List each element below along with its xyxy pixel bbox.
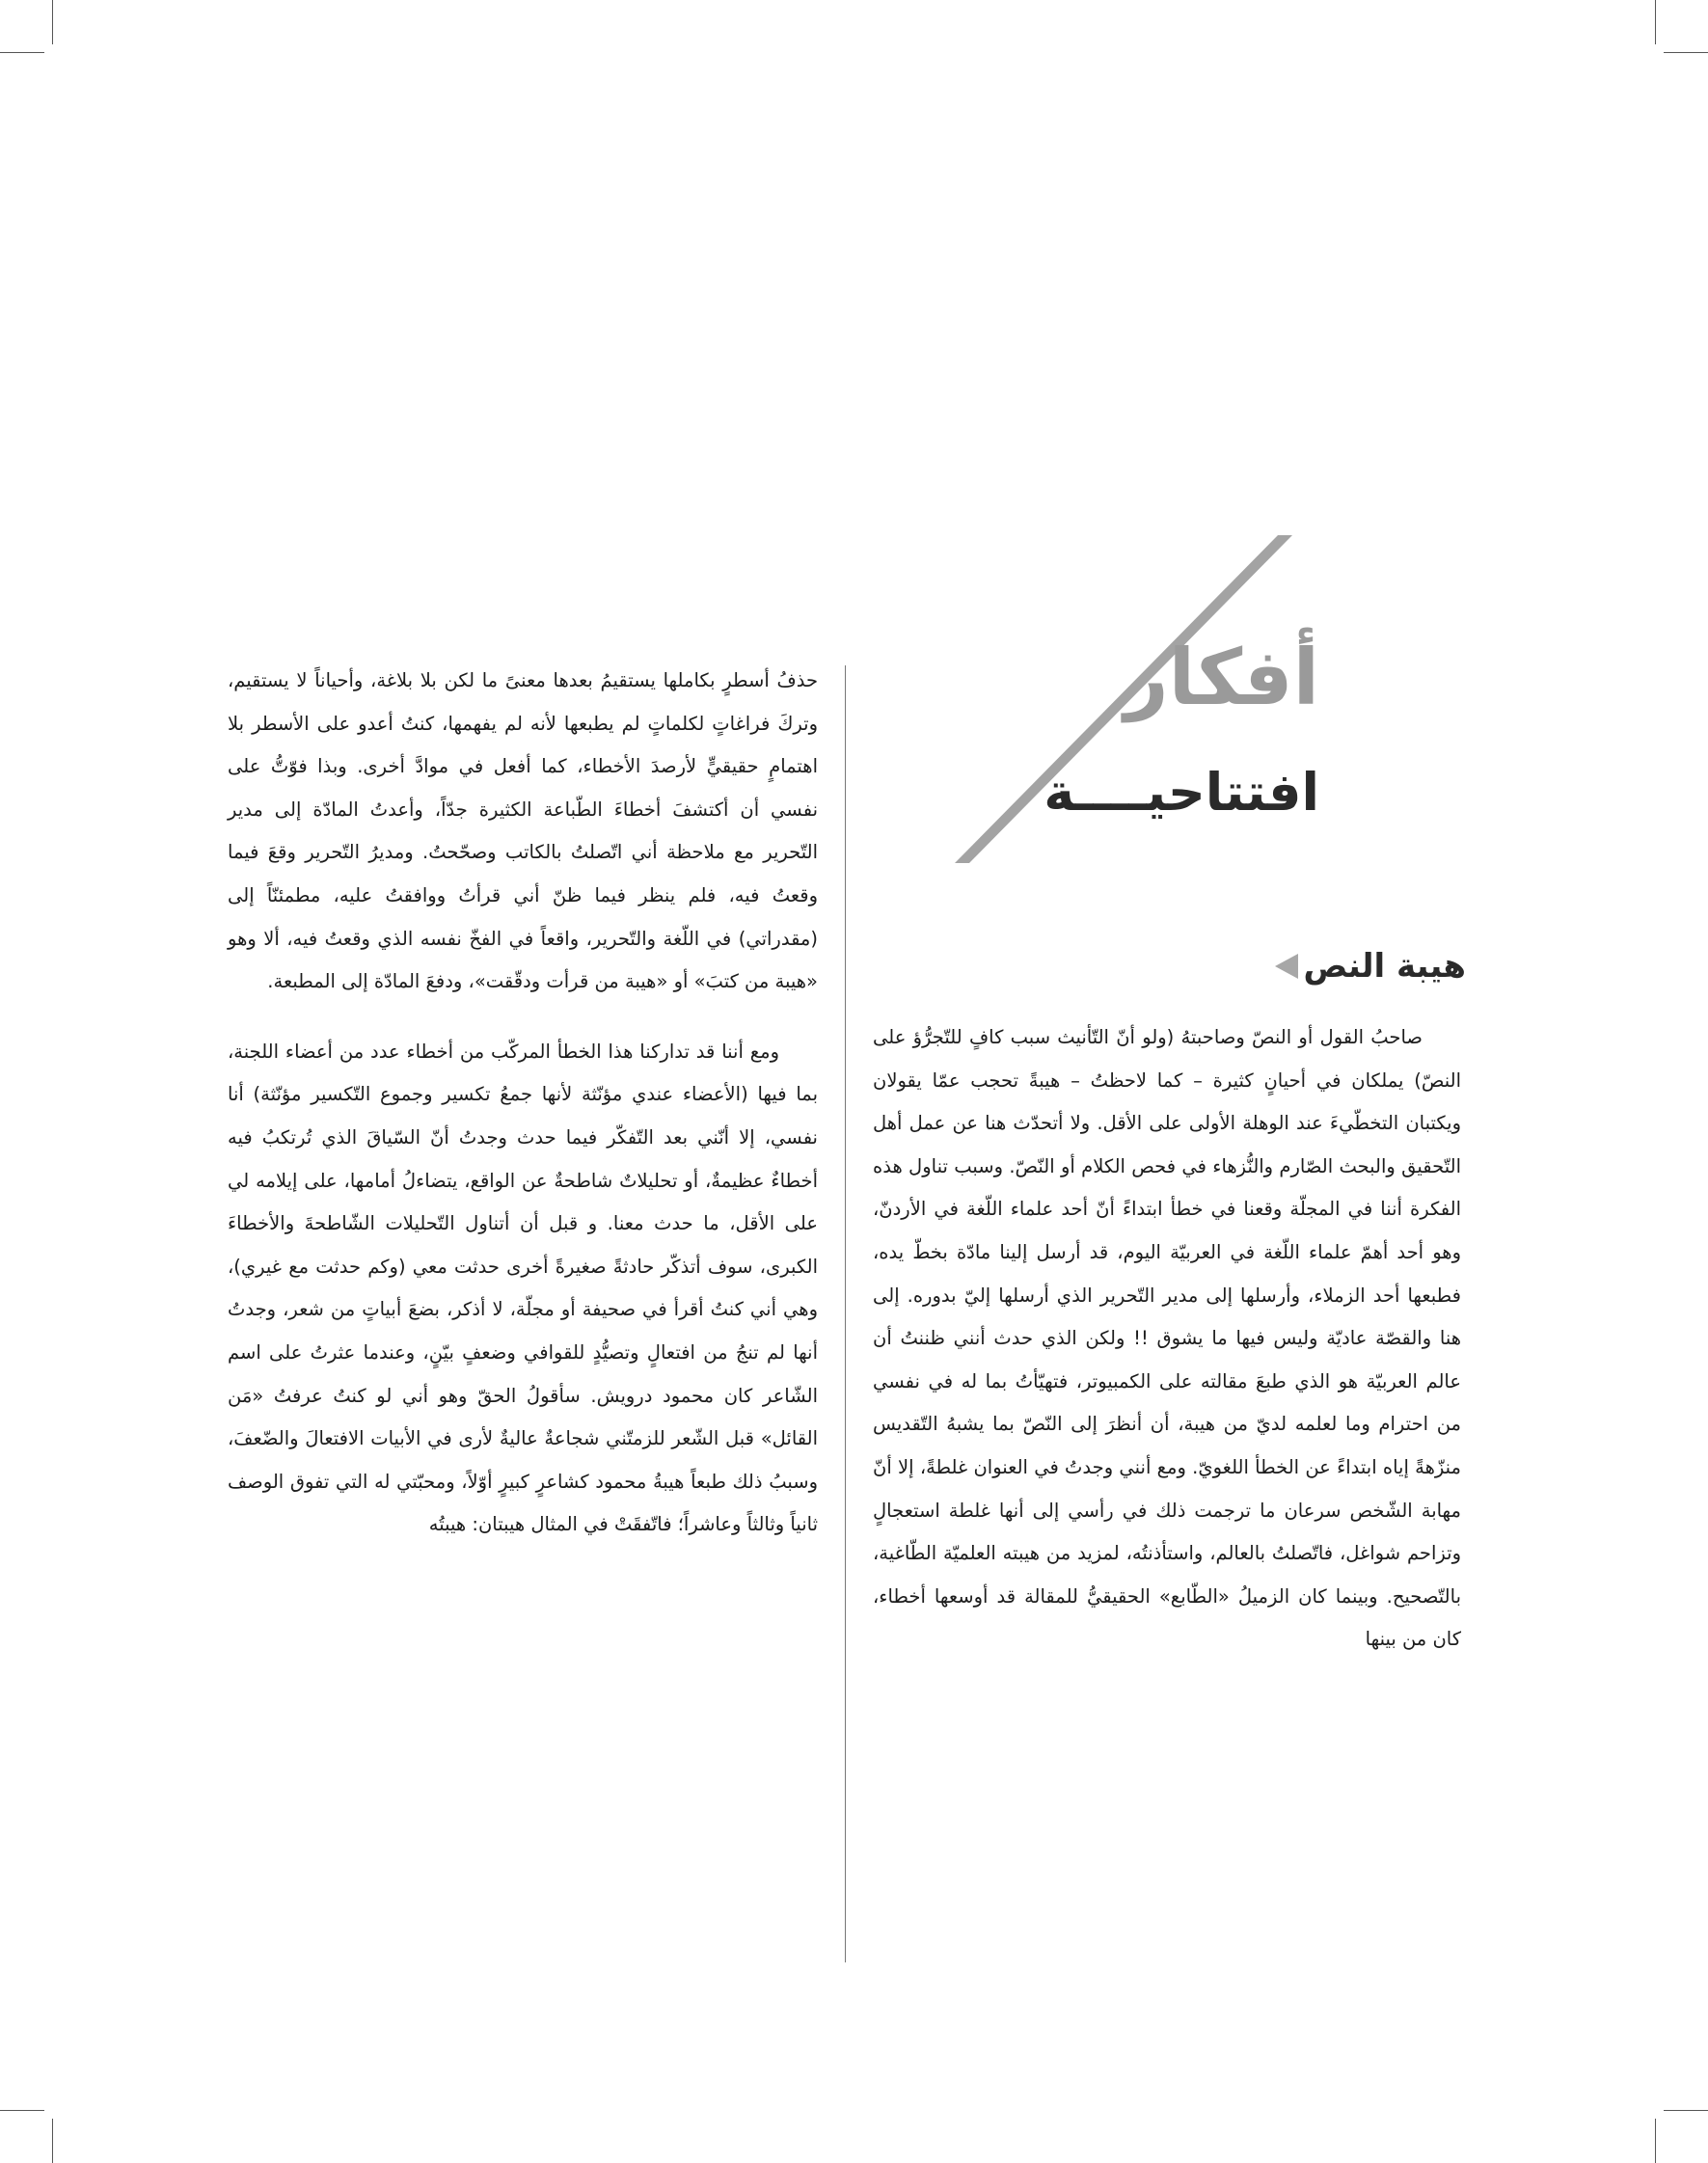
right-column bbox=[873, 1016, 1461, 1662]
crop-mark-top-left-h bbox=[0, 52, 44, 53]
section-heading bbox=[964, 947, 1466, 999]
masthead-title: أفكار bbox=[1124, 633, 1319, 722]
section-heading-text: هيبة النص bbox=[1303, 947, 1466, 986]
crop-mark-bottom-left-h bbox=[0, 2110, 44, 2111]
column-divider bbox=[845, 665, 846, 1962]
triangle-marker-icon bbox=[1275, 954, 1298, 979]
crop-mark-bottom-left-v bbox=[52, 2119, 53, 2163]
crop-mark-top-right-h bbox=[1664, 52, 1708, 53]
left-column bbox=[228, 660, 818, 1547]
crop-mark-top-left-v bbox=[52, 0, 53, 44]
crop-mark-bottom-right-v bbox=[1655, 2119, 1656, 2163]
crop-mark-top-right-v bbox=[1655, 0, 1656, 44]
left-paragraph-2: ومع أننا قد تداركنا هذا الخطأ المركّب من أخطاء عدد من أعضاء اللجنة، بما فيها (الأعضاء عندي مؤنّثة لأنها جمعُ تكسير وجموع التّكسير مؤنّثة) أنا نفسي، إلا أنّني بعد التّفكّر فيما حدث وجدتُ أنّ السّياقَ الذي تُرتكبُ فيه أخطاءٌ عظيمةٌ، أو تحليلاتٌ شاطحةٌ عن الواقع، يتضاءلُ أمامها، على إيلامه لي على الأقل، ما حدث معنا. و قبل أن أتناول التّحليلات الشّاطحةَ والأخطاءَ الكبرى، سوف أتذكّر حادثةً صغيرةً أخرى حدثت معي (وكم حدثت مع غيري)، وهي أني كنتُ أقرأ في صحيفة أو مجلّة، لا أذكر، بضعَ أبياتٍ من شعر، وجدتُ أنها لم تنجُ من افتعالٍ وتصيُّدٍ للقوافي وضعفٍ بيّنٍ، وعندما عثرتُ على اسم الشّاعر كان محمود درويش. سأقولُ الحقّ وهو أني لو كنتُ عرفتُ «مَن القائل» قبل الشّعر للزمتّني شجاعةٌ عاليةٌ لأرى في الأبيات الافتعالَ والضّعفَ، وسببُ ذلك طبعاً هيبةُ محمود كشاعرٍ كبيرٍ أوّلاً، ومحبّتي له التي تفوق الوصف ثانياً وثالثاً وعاشراً؛ فاتّفقَتْ في المثال هيبتان: هيبتُه bbox=[228, 1040, 818, 1536]
masthead-subtitle: افتتاحيــــة bbox=[1044, 762, 1319, 823]
right-paragraph-1: صاحبُ القول أو النصّ وصاحبتهُ (ولو أنّ التّأنيث سبب كافٍ للتّجرُّؤ على النصّ) يملكان في أحيانٍ كثيرة – كما لاحظتُ – هيبةً تحجب عمّا يقولان ويكتبان التخطّيءَ عند الوهلة الأولى على الأقل. ولا أتحدّث هنا عن عمل أهل التّحقيق والبحث الصّارم والنُّزهاء في فحص الكلام أو النّصّ. وسبب تناول هذه الفكرة أننا في المجلّة وقعنا في خطأ ابتداءً أنّ أحد علماء اللّغة في الأردنّ، وهو أحد أهمّ علماء اللّغة في العربيّة اليوم، قد أرسل إلينا مادّة بخطّ يده، فطبعها أحد الزملاء، وأرسلها إلى مدير التّحرير الذي أرسلها إليّ بدوره. إلى هنا والقصّة عاديّة وليس فيها ما يشوق !! ولكن الذي حدث أنني ظننتُ أن عالم العربيّة هو الذي طبعَ مقالته على الكمبيوتر، فتهيّأتُ بما له في نفسي من احترام وما لعلمه لديّ من هيبة، أن أنظرَ إلى النّصّ بما يشبهُ التّقديس منزّهةً إياه ابتداءً عن الخطأ اللغويّ. ومع أنني وجدتُ في العنوان غلطةً، إلا أنّ مهابة الشّخص سرعان ما ترجمت ذلك في رأسي إلى أنها غلطة استعجالٍ وتزاحم شواغل، فاتّصلتُ بالعالم، واستأذنتُه، لمزيد من هيبته العلميّة الطّاغية، بالتّصحيح. وبينما كان الزميلُ «الطّابع» الحقيقيُّ للمقالة قد أوسعها أخطاء، كان من بينها bbox=[873, 1026, 1461, 1651]
masthead bbox=[955, 535, 1331, 873]
left-paragraph-1: حذفُ أسطرٍ بكاملها يستقيمُ بعدها معنىً ما لكن بلا بلاغة، وأحياناً لا يستقيم، وتركَ فراغاتٍ لكلماتٍ لم يطبعها لأنه لم يفهمها، كنتُ أعدو على الأسطر بلا اهتمامٍ حقيقيٍّ لأرصدَ الأخطاء، كما أفعل في موادَّ أخرى. وبذا فوّتُّ على نفسي أن أكتشفَ أخطاءَ الطّباعة الكثيرة جدّاً، وأعدتُ المادّة إلى مدير التّحرير مع ملاحظة أني اتّصلتُ بالكاتب وصحّحتُ. ومديرُ التّحرير وقعَ فيما وقعتُ فيه، فلم ينظر فيما ظنّ أني قرأتُ ووافقتُ عليه، مطمئنّاً إلى (مقدراتي) في اللّغة والتّحرير، واقعاً في الفخّ نفسه الذي وقعتُ فيه، ألا وهو «هيبة من كتبَ» أو «هيبة من قرأت ودقّقت»، ودفعَ المادّة إلى المطبعة. bbox=[228, 669, 818, 993]
crop-mark-bottom-right-h bbox=[1664, 2110, 1708, 2111]
